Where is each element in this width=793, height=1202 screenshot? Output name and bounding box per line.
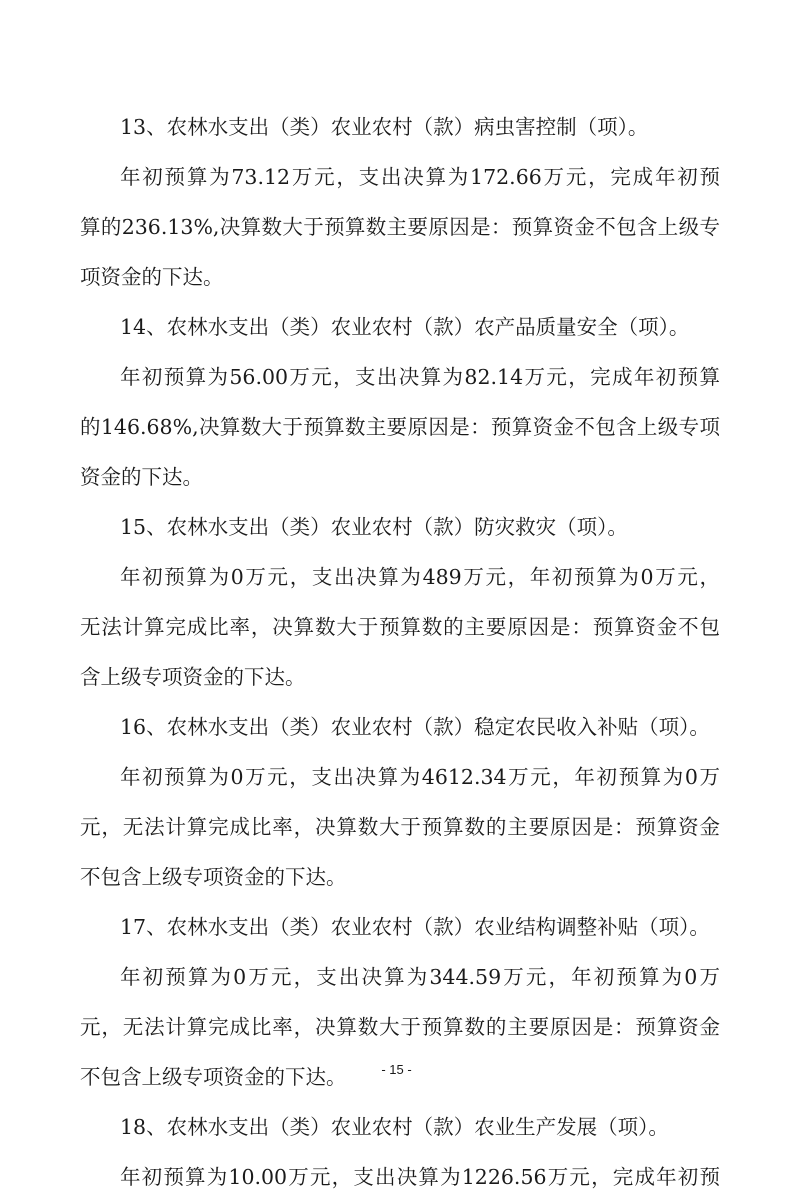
item-heading: 13、农林水支出（类）农业农村（款）病虫害控制（项）。 [120,115,649,139]
body-text-line: 算的236.13%,决算数大于预算数主要原因是：预算资金不包含上级专 [80,215,720,239]
budget-item-section [80,502,720,702]
item-heading: 15、农林水支出（类）农业农村（款）防灾救灾（项）。 [120,515,628,539]
body-text-line: 项资金的下达。 [80,265,224,289]
body-text-line: 年初预算为0万元，支出决算为4612.34万元，年初预算为0万 [120,765,720,789]
body-text-line: 资金的下达。 [80,465,203,489]
item-heading: 17、农林水支出（类）农业农村（款）农业结构调整补贴（项）。 [120,915,710,939]
body-text-line: 年初预算为0万元，支出决算为489万元，年初预算为0万元， [120,565,720,589]
budget-item-section [80,1102,720,1202]
item-heading: 16、农林水支出（类）农业农村（款）稳定农民收入补贴（项）。 [120,715,710,739]
body-text-line: 年初预算为10.00万元，支出决算为1226.56万元，完成年初预 [120,1165,720,1189]
body-text-line: 不包含上级专项资金的下达。 [80,865,347,889]
body-text-line: 年初预算为0万元，支出决算为344.59万元，年初预算为0万 [120,965,720,989]
body-text-line: 元，无法计算完成比率，决算数大于预算数的主要原因是：预算资金 [80,815,720,839]
item-heading: 14、农林水支出（类）农业农村（款）农产品质量安全（项）。 [120,315,690,339]
body-text-line: 无法计算完成比率，决算数大于预算数的主要原因是：预算资金不包 [80,615,720,639]
budget-item-section [80,702,720,902]
page-number: - 15 - [381,1062,412,1077]
body-text-line: 元，无法计算完成比率，决算数大于预算数的主要原因是：预算资金 [80,1015,720,1039]
budget-item-section [80,102,720,302]
body-text-line: 含上级专项资金的下达。 [80,665,306,689]
document-body [80,102,720,1202]
body-text-line: 年初预算为73.12万元，支出决算为172.66万元，完成年初预 [120,165,720,189]
budget-item-section [80,302,720,502]
body-text-line: 不包含上级专项资金的下达。 [80,1065,347,1089]
item-heading: 18、农林水支出（类）农业农村（款）农业生产发展（项）。 [120,1115,669,1139]
body-text-line: 的146.68%,决算数大于预算数主要原因是：预算资金不包含上级专项 [80,415,720,439]
body-text-line: 年初预算为56.00万元，支出决算为82.14万元，完成年初预算 [120,365,720,389]
